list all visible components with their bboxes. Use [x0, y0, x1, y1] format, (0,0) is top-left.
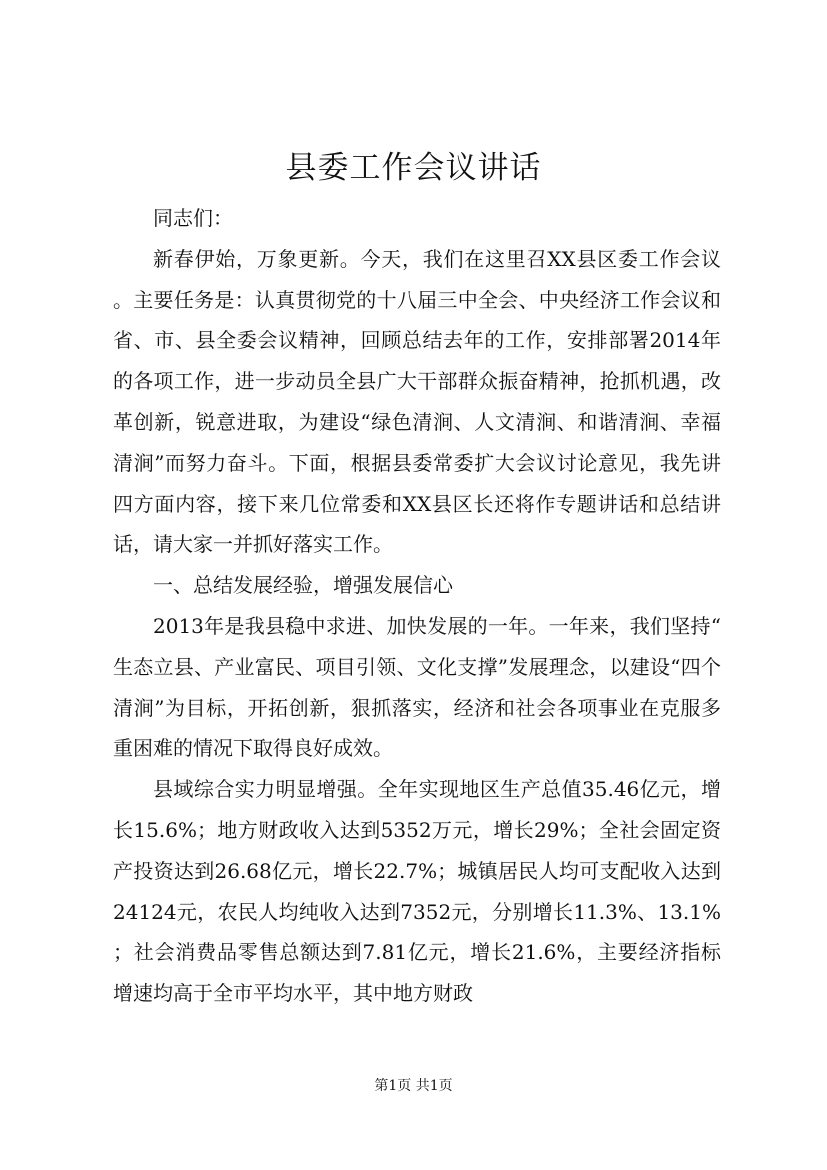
section-paragraph-2: 县域综合实力明显增强。全年实现地区生产总值35.46亿元，增长15.6%；地方财政收入达到5352万元，增长29%；全社会固定资产投资达到26.68亿元，增长22.7%；城镇居民人均可支配收入达到24124元，农民人均纯收入达到7352元，分别增长11.3%、13.1%；社会消费品零售总额达到7.81亿元，增长21.6%，主要经济指标增速均高于全市平均水平，其中地方财政 [113, 777, 721, 1006]
document-title: 县委工作会议讲话 [285, 150, 542, 186]
section-paragraph-1: 2013年是我县稳中求进、加快发展的一年。一年来，我们坚持“生态立县、产业富民、项目引领、文化支撑”发展理念，以建设“四个清涧”为目标，开拓创新，狠抓落实，经济和社会各项事业在克服多重困难的情况下取得良好成效。 [113, 613, 721, 761]
opening-paragraph: 新春伊始，万象更新。今天，我们在这里召XX县区委工作会议。主要任务是：认真贯彻党的十八届三中全会、中央经济工作会议和省、市、县全委会议精神，回顾总结去年的工作，安排部署2014年的各项工作，进一步动员全县广大干部群众振奋精神，抢抓机遇，改革创新，锐意进取，为建设“绿色清涧、人文清涧、和谐清涧、幸福清涧”而努力奋斗。下面，根据县委常委扩大会议讨论意见，我先讲四方面内容，接下来几位常委和XX县区长还将作专题讲话和总结讲话，请大家一并抓好落实工作。 [113, 246, 721, 557]
document-body [113, 198, 721, 1014]
page-number-footer: 第1页 共1页 [374, 1078, 453, 1094]
salutation: 同志们： [153, 206, 233, 230]
section-heading: 一、总结发展经验，增强发展信心 [153, 573, 453, 598]
